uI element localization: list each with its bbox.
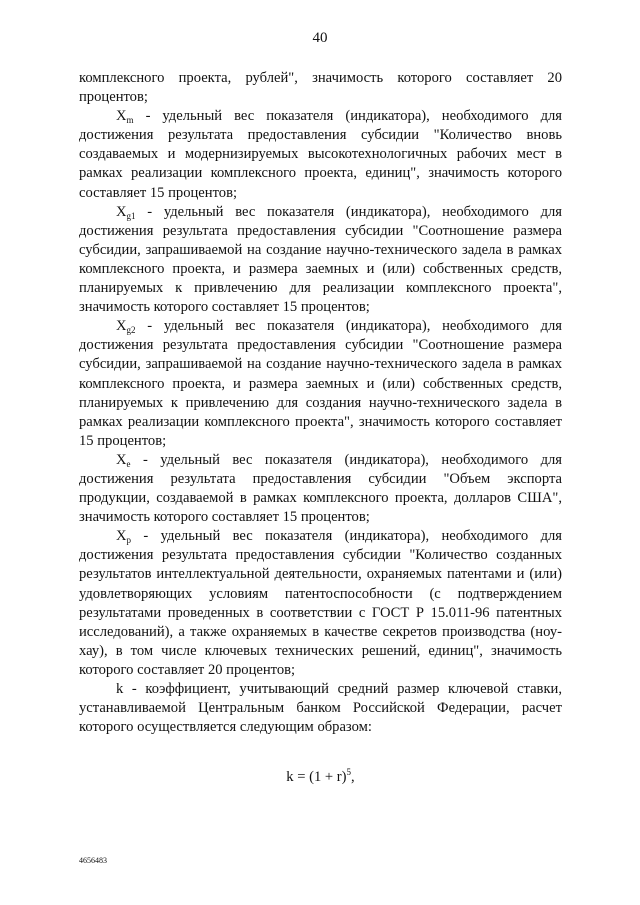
paragraph-continuation: комплексного проекта, рублей", значимость которого составляет 20 процентов; [79, 70, 562, 106]
formula [79, 768, 562, 787]
formula-lhs: k = (1 + r) [286, 769, 347, 786]
paragraph-xp [79, 527, 562, 680]
paragraph-text: - удельный вес показателя (индикатора), необходимого для достижения результата предоставления субсидии "Соотношение размера субсидии, запрашиваемой на создание научно-технического задела в рамках комплексного проекта, и размера заемных и (или) собственных средств, планируемых к привлечению для создания научно-технического задела в рамках реализации комплексного проекта", значимость которого составляет 15 процентов; [79, 318, 562, 449]
paragraph-text: - удельный вес показателя (индикатора), необходимого для достижения результата предоставления субсидии "Объем экспорта продукции, создаваемой в рамках комплексного проекта, долларов США", значимость которого составляет 15 процентов; [79, 451, 562, 526]
paragraph-xe [79, 451, 562, 527]
symbol-subscript: g2 [126, 325, 136, 336]
paragraph-text: - удельный вес показателя (индикатора), необходимого для достижения результата предоставления субсидии "Количество вновь создаваемых и модернизируемых высокотехнологичных рабочих мест в рамках реализации комплексного проекта, единиц", значимость которого составляет 15 процентов; [79, 108, 562, 201]
paragraph-xg1 [79, 203, 562, 318]
paragraph-text: - удельный вес показателя (индикатора), необходимого для достижения результата предоставления субсидии "Соотношение размера субсидии, запрашиваемой на создание научно-технического задела в рамках комплексного проекта, и размера заемных и (или) собственных средств, планируемых к привлечению для реализации комплексного проекта", значимость которого составляет 15 процентов; [79, 203, 562, 316]
document-body [79, 69, 562, 787]
paragraph-xm [79, 107, 562, 202]
symbol-subscript: g1 [126, 210, 136, 221]
symbol: X [116, 528, 127, 545]
symbol: X [116, 451, 127, 468]
symbol-subscript: e [126, 458, 131, 469]
symbol-subscript: m [126, 115, 134, 126]
symbol: X [116, 203, 127, 220]
symbol: X [116, 318, 127, 335]
symbol: X [116, 108, 127, 125]
formula-exponent: 5 [346, 767, 352, 778]
paragraph-text: - удельный вес показателя (индикатора), необходимого для достижения результата предоставления субсидии "Количество созданных результатов интеллектуальной деятельности, охраняемых патентами и (или) удовлетворяющих условиям патентоспособности (с подтверждением результатами проведенных в соответствии с ГОСТ Р 15.011-96 патентных исследований), а также охраняемых в качестве секретов производства (ноу-хау), в том числе ключевых технических решений, единиц", значимость которого составляет 20 процентов; [79, 528, 562, 678]
paragraph-xg2 [79, 317, 562, 451]
symbol-subscript: p [126, 535, 132, 546]
page-number: 40 [312, 30, 328, 46]
document-id: 4656483 [79, 856, 107, 865]
formula-tail: , [351, 769, 355, 786]
paragraph-k: k - коэффициент, учитывающий средний размер ключевой ставки, устанавливаемой Центральным банком Российской Федерации, расчет которого осуществляется следующим образом: [79, 681, 562, 736]
